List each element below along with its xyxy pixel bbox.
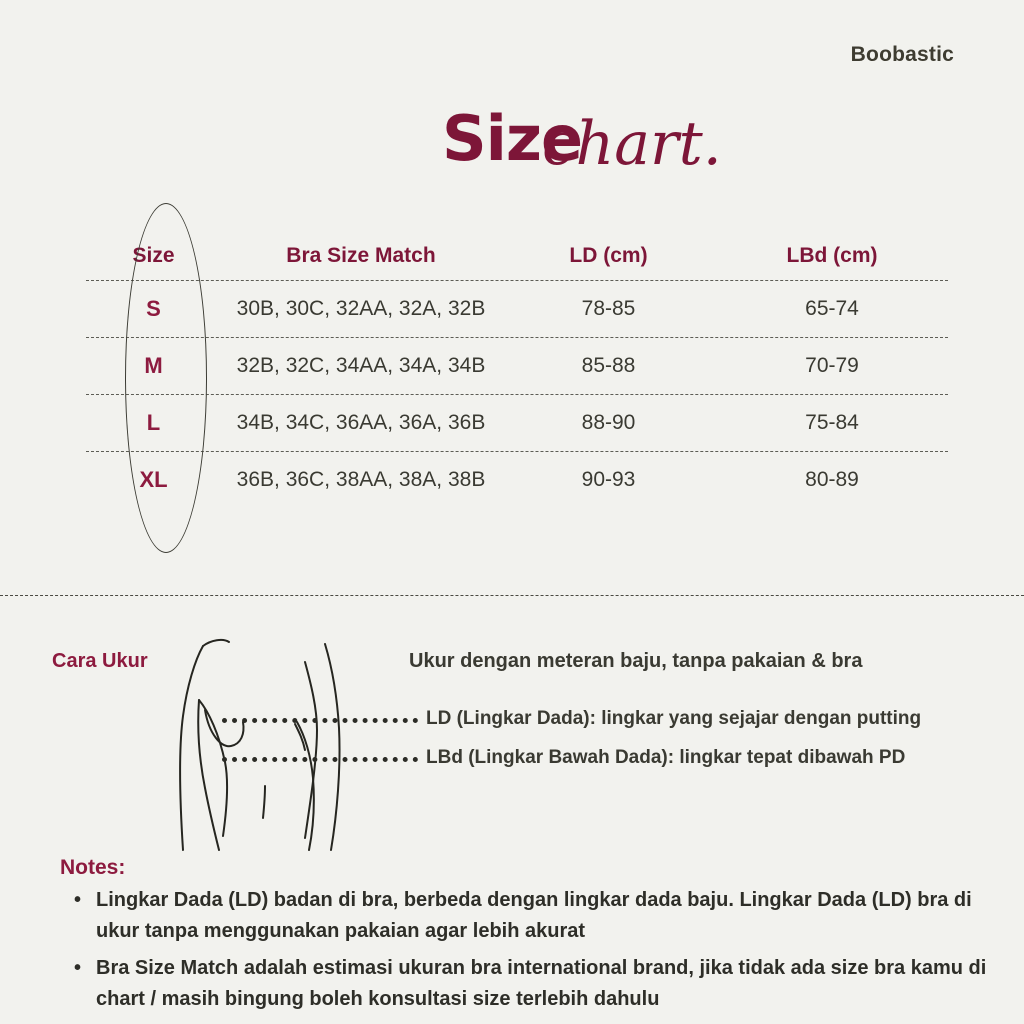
- cell-match: 32B, 32C, 34AA, 34A, 34B: [236, 353, 486, 377]
- cell-match: 30B, 30C, 32AA, 32A, 32B: [236, 296, 486, 320]
- size-table: [86, 232, 948, 508]
- section-divider: [0, 595, 1024, 596]
- notes-item: • Lingkar Dada (LD) badan di bra, berbeda dengan lingkar dada baju. Lingkar Dada (LD) bra di ukur tanpa menggunakan pakaian agar lebih akurat: [96, 885, 996, 947]
- table-row: [86, 280, 948, 337]
- cell-lbd: 80-89: [805, 467, 859, 491]
- column-header-match: Bra Size Match: [286, 244, 436, 267]
- table-row: [86, 451, 948, 508]
- cell-size: S: [146, 295, 161, 321]
- page-title-size: Size: [441, 102, 583, 175]
- cell-ld: 90-93: [581, 467, 636, 491]
- cell-size: L: [146, 409, 161, 435]
- table-row: [86, 394, 948, 451]
- page-title-chart: chart.: [541, 109, 722, 179]
- cell-ld: 85-88: [581, 353, 636, 377]
- brand-name: Boobastic: [850, 43, 954, 66]
- notes-label: Notes:: [60, 856, 126, 879]
- measure-headline: Ukur dengan meteran baju, tanpa pakaian & bra: [409, 650, 863, 672]
- table-row: [86, 337, 948, 394]
- measure-lbd-description: LBd (Lingkar Bawah Dada): lingkar tepat dibawah PD: [426, 747, 906, 768]
- cell-match: 36B, 36C, 38AA, 38A, 38B: [236, 467, 486, 491]
- cell-size: M: [144, 352, 163, 378]
- cell-ld: 78-85: [581, 296, 636, 320]
- notes-list: [66, 885, 996, 1021]
- measure-section-label: Cara Ukur: [52, 650, 148, 672]
- ld-measure-dotted-line: [222, 718, 418, 723]
- cell-lbd: 75-84: [805, 410, 859, 434]
- cell-lbd: 70-79: [805, 353, 859, 377]
- page-title-inner: [441, 96, 722, 182]
- column-header-size: Size: [132, 244, 175, 267]
- table-header-row: [86, 232, 948, 280]
- cell-match: 34B, 34C, 36AA, 36A, 36B: [236, 410, 486, 434]
- column-header-ld: LD (cm): [569, 244, 648, 267]
- cell-size: XL: [139, 466, 168, 492]
- cell-ld: 88-90: [581, 410, 636, 434]
- page-title: [0, 96, 1024, 182]
- notes-item: • Bra Size Match adalah estimasi ukuran bra international brand, jika tidak ada size bra kamu di chart / masih bingung boleh konsultasi size terlebih dahulu: [96, 953, 996, 1015]
- cell-lbd: 65-74: [805, 296, 859, 320]
- measure-ld-description: LD (Lingkar Dada): lingkar yang sejajar dengan putting: [426, 708, 922, 729]
- column-header-lbd: LBd (cm): [786, 244, 878, 267]
- lbd-measure-dotted-line: [222, 757, 418, 762]
- torso-illustration-icon: [165, 638, 420, 853]
